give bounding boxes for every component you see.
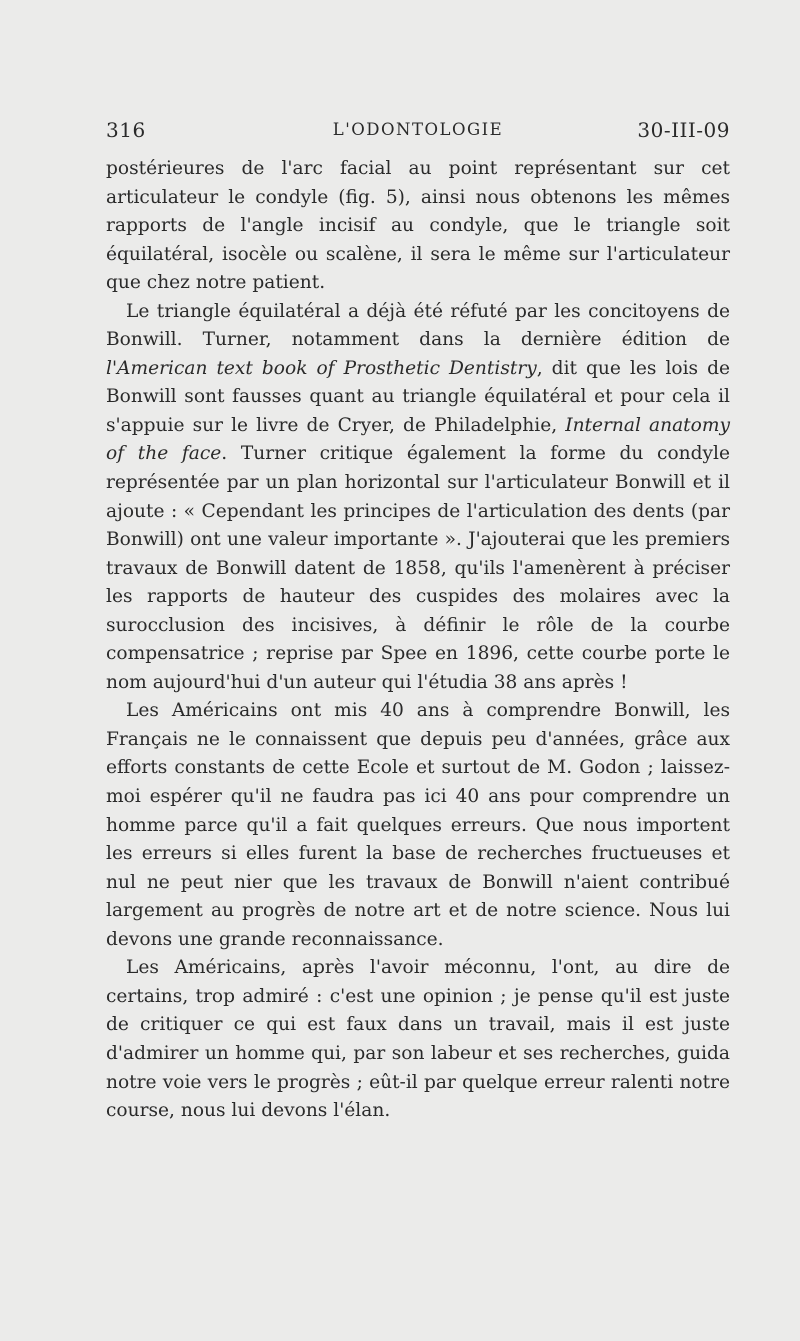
book-page <box>106 118 730 1126</box>
paragraph-4: Les Américains, après l'avoir méconnu, l'ont, au dire de certains, trop admiré : c'est une opinion ; je pense qu'il est juste de critiquer ce qui est faux dans un travail, mais il est juste d'admirer un homme qui, par son labeur et ses recherches, guida notre voie vers le progrès ; eût-il par quelque erreur ralenti notre course, nous lui devons l'élan. <box>106 957 730 1122</box>
body-text <box>106 155 730 1126</box>
paragraph-2-text-3: . Turner critique également la forme du condyle représentée par un plan horizontal sur l'articulateur Bonwill et il ajoute : « Cependant les principes de l'articulation des dents (par Bonwill) ont une valeur importante ». J'ajouterai que les premiers travaux de Bonwill datent de 1858, qu'ils l'amenèrent à préciser les rapports de hauteur des cuspides des molaires avec la surocclusion des incisives, à définir le rôle de la courbe compensatrice ; reprise par Spee en 1896, cette courbe porte le nom aujourd'hui d'un auteur qui l'étudia 38 ans après ! <box>106 443 730 693</box>
running-title: L'ODONTOLOGIE <box>332 120 504 139</box>
paragraph-1: postérieures de l'arc facial au point représentant sur cet articulateur le condyle (fig. 5), ainsi nous obtenons les mêmes rapports de l'angle incisif au condyle, que le triangle soit équilatéral, isocèle ou scalène, il sera le même sur l'articulateur que chez notre patient. <box>106 158 730 294</box>
book-title-internal-anatomy: Internal anatomy of the face <box>106 414 730 465</box>
paragraph-3: Les Américains ont mis 40 ans à comprendre Bonwill, les Français ne le connaissent que depuis peu d'années, grâce aux efforts constants de cette Ecole et surtout de M. Godon ; laissez-moi espérer qu'il ne faudra pas ici 40 ans pour comprendre un homme parce qu'il a fait quelques erreurs. Que nous importent les erreurs si elles furent la base de recherches fructueuses et nul ne peut nier que les travaux de Bonwill n'aient contribué largement au progrès de notre art et de notre science. Nous lui devons une grande reconnaissance. <box>106 700 730 950</box>
book-title-american-text-book: l'American text book of Prosthetic Dentistry <box>106 357 537 379</box>
issue-date: 30-III-09 <box>637 118 730 142</box>
paragraph-2-text-2: , dit que les lois de Bonwill sont fausses quant au triangle équilatéral et pour cela il s'appuie sur le livre de Cryer, de Philadelphie, <box>106 357 730 436</box>
paragraph-2 <box>106 298 730 698</box>
paragraph-2-text-1: Le triangle équilatéral a déjà été réfuté par les concitoyens de Bonwill. Turner, notamment dans la dernière édition de <box>106 300 730 351</box>
page-number: 316 <box>106 118 146 142</box>
page-header <box>106 118 730 148</box>
